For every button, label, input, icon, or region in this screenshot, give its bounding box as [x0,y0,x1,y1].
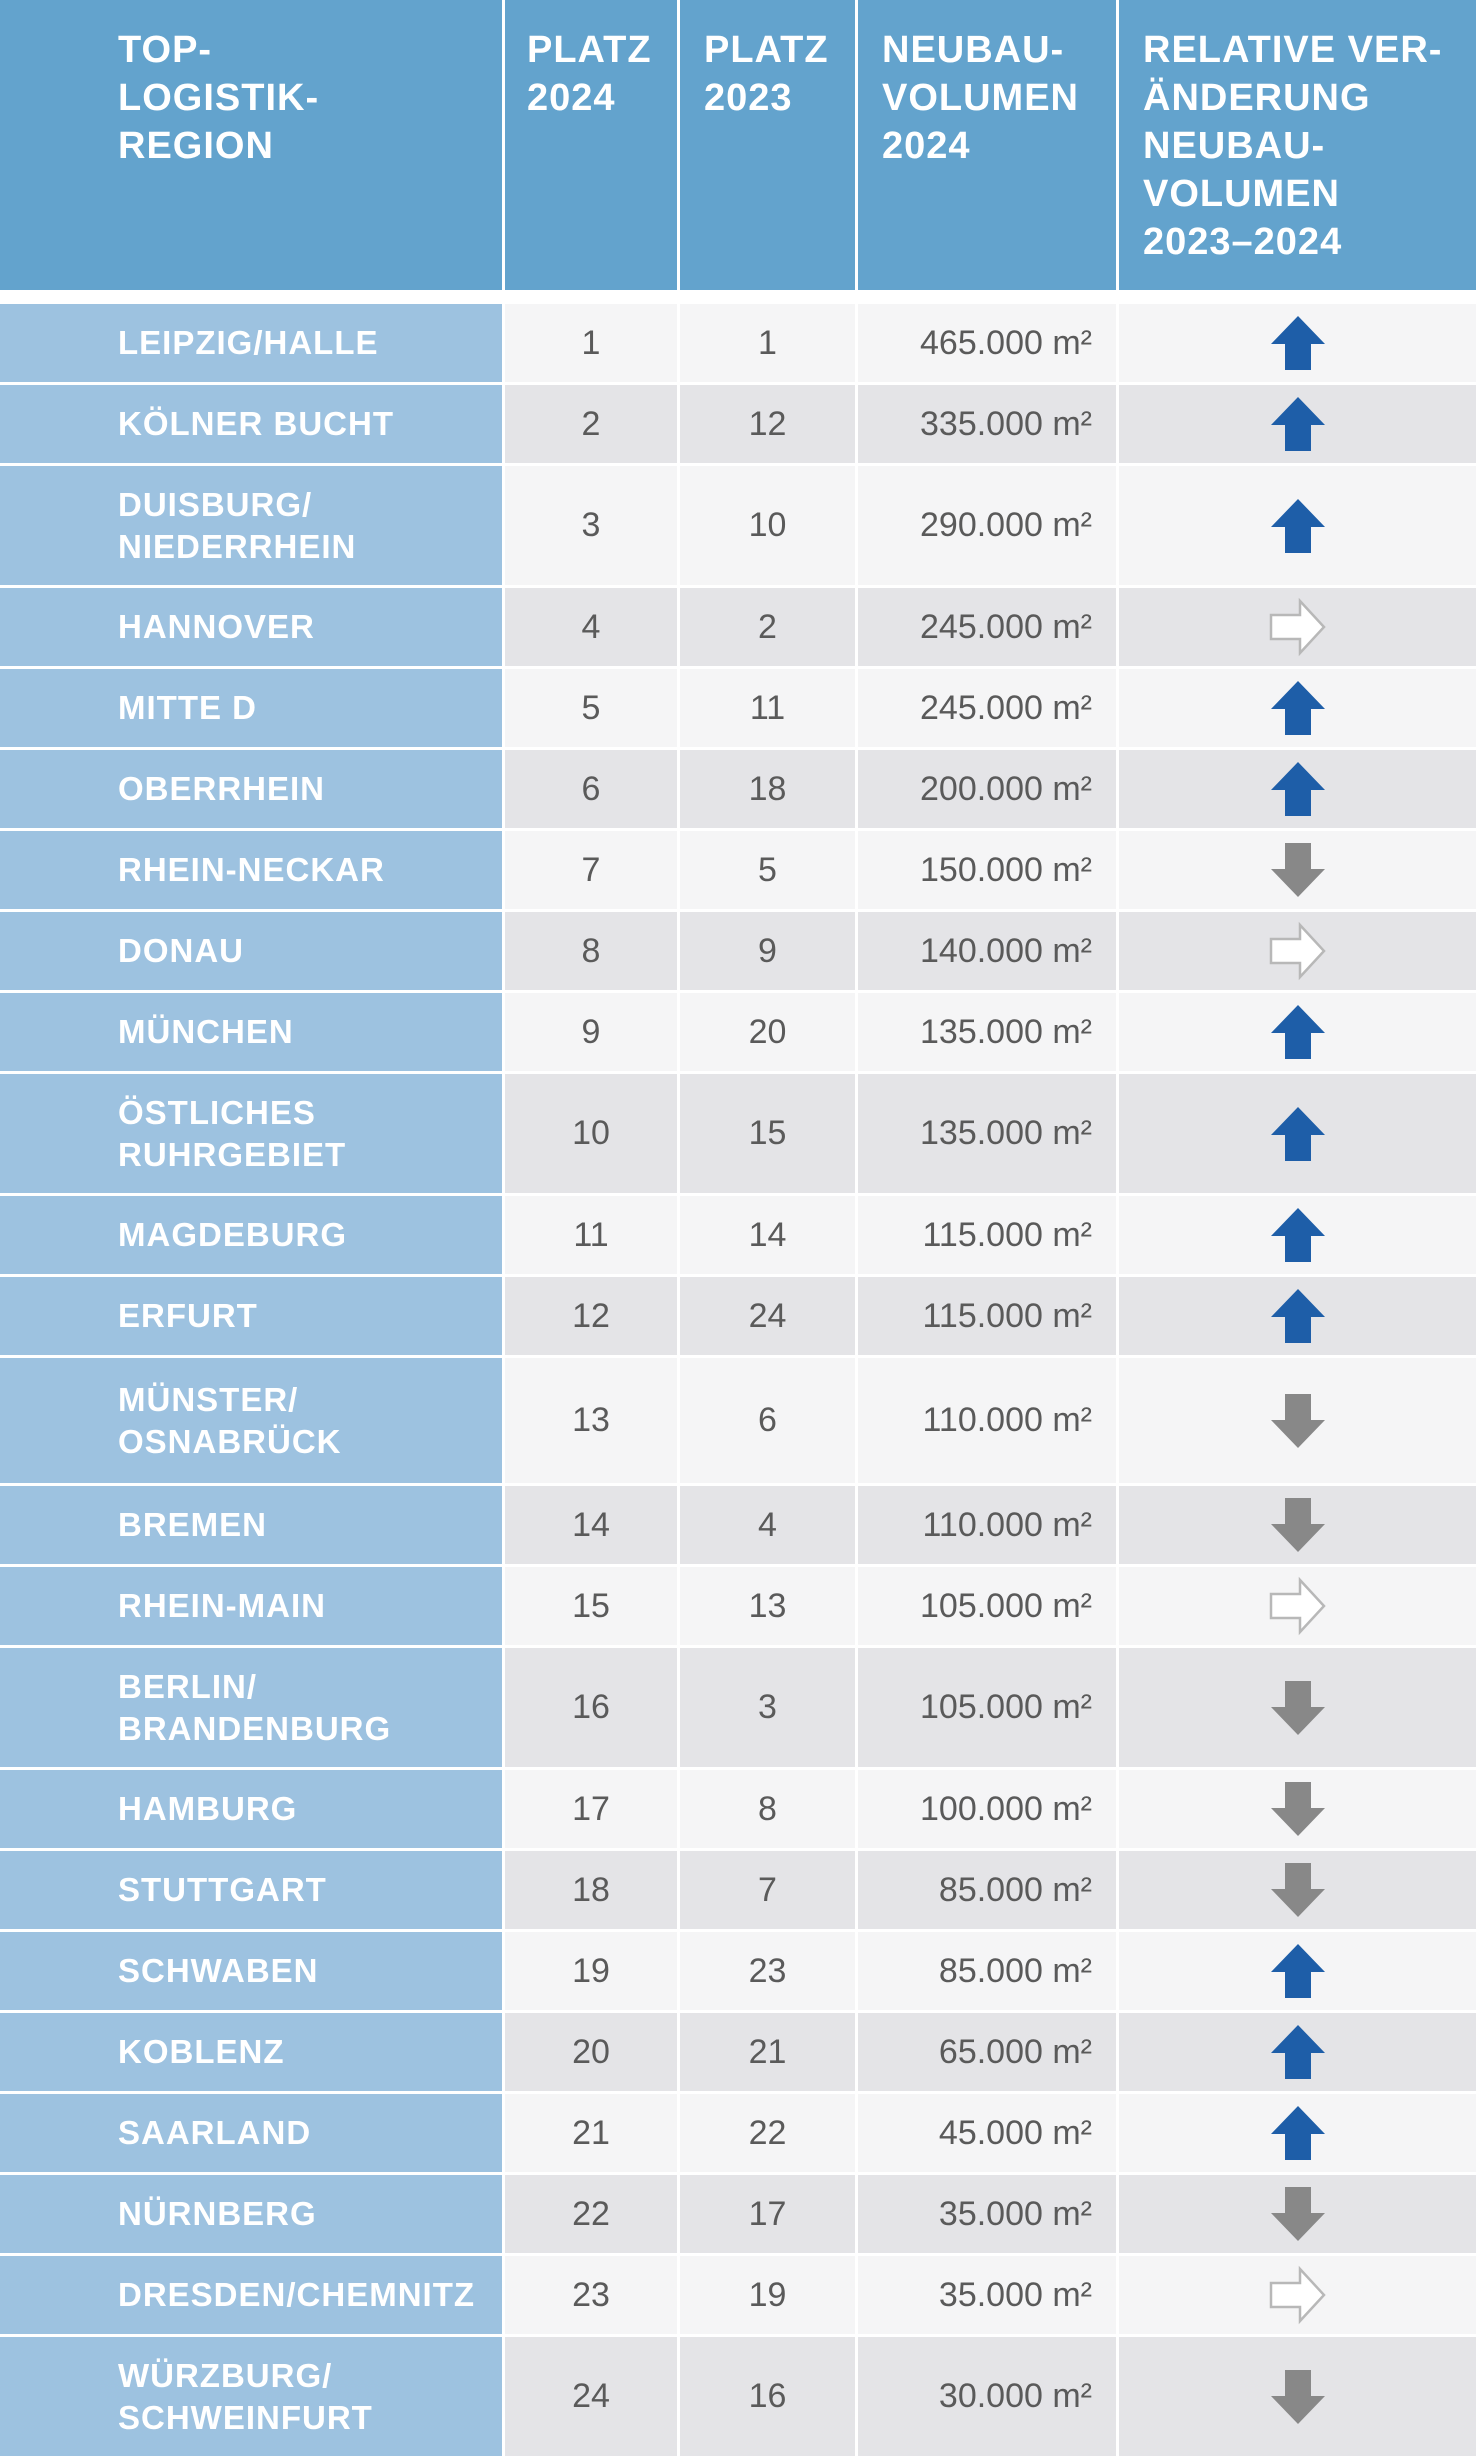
trend-cell [1119,1277,1476,1355]
volume-2024: 115.000 m² [858,1277,1116,1355]
region-name: MÜNSTER/ OSNABRÜCK [0,1358,502,1483]
rank-2024: 12 [505,1277,677,1355]
rank-2023: 17 [680,2175,855,2253]
trend-cell [1119,1074,1476,1193]
rank-2023: 1 [680,304,855,382]
rank-2024: 11 [505,1196,677,1274]
trend-cell [1119,993,1476,1071]
volume-2024: 35.000 m² [858,2256,1116,2334]
volume-2024: 140.000 m² [858,912,1116,990]
volume-2024: 150.000 m² [858,831,1116,909]
rank-2024: 13 [505,1358,677,1483]
volume-2024: 135.000 m² [858,993,1116,1071]
rank-2024: 19 [505,1932,677,2010]
trend-cell [1119,1932,1476,2010]
rank-2023: 18 [680,750,855,828]
rank-2024: 18 [505,1851,677,1929]
region-name: HAMBURG [0,1770,502,1848]
rank-2024: 9 [505,993,677,1071]
arrow-down-icon [1268,1860,1328,1920]
region-name: MAGDEBURG [0,1196,502,1274]
region-name: DUISBURG/ NIEDERRHEIN [0,466,502,585]
volume-2024: 85.000 m² [858,1932,1116,2010]
trend-cell [1119,1567,1476,1645]
trend-cell [1119,1648,1476,1767]
trend-cell [1119,466,1476,585]
rank-2024: 7 [505,831,677,909]
rank-2024: 24 [505,2337,677,2456]
arrow-up-icon [1268,496,1328,556]
arrow-right-icon [1268,1576,1328,1636]
arrow-right-icon [1268,597,1328,657]
rank-2023: 9 [680,912,855,990]
volume-2024: 30.000 m² [858,2337,1116,2456]
region-name: LEIPZIG/HALLE [0,304,502,382]
region-name: OBERRHEIN [0,750,502,828]
arrow-up-icon [1268,1104,1328,1164]
volume-2024: 290.000 m² [858,466,1116,585]
region-name: HANNOVER [0,588,502,666]
arrow-down-icon [1268,1495,1328,1555]
rank-2023: 12 [680,385,855,463]
trend-cell [1119,385,1476,463]
trend-cell [1119,1851,1476,1929]
trend-cell [1119,1486,1476,1564]
rank-2023: 4 [680,1486,855,1564]
trend-cell [1119,588,1476,666]
header-rank-2023: PLATZ 2023 [680,0,855,290]
arrow-down-icon [1268,1678,1328,1738]
header-rank-2024: PLATZ 2024 [505,0,677,290]
rank-2023: 24 [680,1277,855,1355]
rank-2024: 2 [505,385,677,463]
region-name: BERLIN/ BRANDENBURG [0,1648,502,1767]
volume-2024: 65.000 m² [858,2013,1116,2091]
trend-cell [1119,831,1476,909]
region-name: MITTE D [0,669,502,747]
volume-2024: 115.000 m² [858,1196,1116,1274]
trend-cell [1119,2094,1476,2172]
rank-2024: 5 [505,669,677,747]
rank-2024: 15 [505,1567,677,1645]
arrow-up-icon [1268,678,1328,738]
region-name: DONAU [0,912,502,990]
rank-2023: 21 [680,2013,855,2091]
rank-2023: 14 [680,1196,855,1274]
rank-2024: 21 [505,2094,677,2172]
rank-2023: 16 [680,2337,855,2456]
rank-2023: 22 [680,2094,855,2172]
rank-2023: 20 [680,993,855,1071]
arrow-up-icon [1268,2022,1328,2082]
region-name: SCHWABEN [0,1932,502,2010]
rank-2023: 7 [680,1851,855,1929]
volume-2024: 245.000 m² [858,669,1116,747]
rank-2024: 10 [505,1074,677,1193]
volume-2024: 245.000 m² [858,588,1116,666]
volume-2024: 35.000 m² [858,2175,1116,2253]
rank-2023: 15 [680,1074,855,1193]
rank-2024: 14 [505,1486,677,1564]
trend-cell [1119,1358,1476,1483]
arrow-up-icon [1268,313,1328,373]
trend-cell [1119,750,1476,828]
rank-2024: 23 [505,2256,677,2334]
rank-2023: 10 [680,466,855,585]
arrow-up-icon [1268,1286,1328,1346]
trend-cell [1119,2175,1476,2253]
region-name: DRESDEN/CHEMNITZ [0,2256,502,2334]
rank-2024: 8 [505,912,677,990]
arrow-up-icon [1268,1205,1328,1265]
rank-2024: 17 [505,1770,677,1848]
region-name: KÖLNER BUCHT [0,385,502,463]
rank-2024: 22 [505,2175,677,2253]
trend-cell [1119,1770,1476,1848]
region-name: ERFURT [0,1277,502,1355]
trend-cell [1119,2256,1476,2334]
rank-2024: 20 [505,2013,677,2091]
arrow-down-icon [1268,2367,1328,2427]
region-name: WÜRZBURG/ SCHWEINFURT [0,2337,502,2456]
trend-cell [1119,669,1476,747]
volume-2024: 200.000 m² [858,750,1116,828]
volume-2024: 335.000 m² [858,385,1116,463]
arrow-up-icon [1268,2103,1328,2163]
trend-cell [1119,2337,1476,2456]
region-name: RHEIN-NECKAR [0,831,502,909]
rank-2024: 4 [505,588,677,666]
trend-cell [1119,1196,1476,1274]
volume-2024: 135.000 m² [858,1074,1116,1193]
volume-2024: 100.000 m² [858,1770,1116,1848]
arrow-up-icon [1268,759,1328,819]
header-change: RELATIVE VER- ÄNDERUNG NEUBAU- VOLUMEN 2023–2024 [1119,0,1476,290]
region-name: NÜRNBERG [0,2175,502,2253]
header-region: TOP- LOGISTIK- REGION [0,0,502,290]
region-name: BREMEN [0,1486,502,1564]
region-name: RHEIN-MAIN [0,1567,502,1645]
rank-2023: 19 [680,2256,855,2334]
arrow-down-icon [1268,1391,1328,1451]
rank-2023: 23 [680,1932,855,2010]
rank-2023: 2 [680,588,855,666]
region-name: KOBLENZ [0,2013,502,2091]
volume-2024: 110.000 m² [858,1486,1116,1564]
volume-2024: 105.000 m² [858,1648,1116,1767]
arrow-down-icon [1268,2184,1328,2244]
arrow-up-icon [1268,394,1328,454]
arrow-up-icon [1268,1941,1328,2001]
rank-2023: 13 [680,1567,855,1645]
arrow-right-icon [1268,921,1328,981]
volume-2024: 110.000 m² [858,1358,1116,1483]
region-name: STUTTGART [0,1851,502,1929]
region-name: ÖSTLICHES RUHRGEBIET [0,1074,502,1193]
volume-2024: 465.000 m² [858,304,1116,382]
volume-2024: 45.000 m² [858,2094,1116,2172]
trend-cell [1119,2013,1476,2091]
rank-2023: 6 [680,1358,855,1483]
header-volume: NEUBAU- VOLUMEN 2024 [858,0,1116,290]
rank-2023: 3 [680,1648,855,1767]
arrow-down-icon [1268,1779,1328,1839]
rank-2023: 11 [680,669,855,747]
volume-2024: 85.000 m² [858,1851,1116,1929]
arrow-up-icon [1268,1002,1328,1062]
arrow-right-icon [1268,2265,1328,2325]
rank-2024: 1 [505,304,677,382]
arrow-down-icon [1268,840,1328,900]
rank-2023: 8 [680,1770,855,1848]
rank-2023: 5 [680,831,855,909]
rank-2024: 6 [505,750,677,828]
rank-2024: 16 [505,1648,677,1767]
region-name: MÜNCHEN [0,993,502,1071]
trend-cell [1119,304,1476,382]
region-name: SAARLAND [0,2094,502,2172]
trend-cell [1119,912,1476,990]
rank-2024: 3 [505,466,677,585]
volume-2024: 105.000 m² [858,1567,1116,1645]
